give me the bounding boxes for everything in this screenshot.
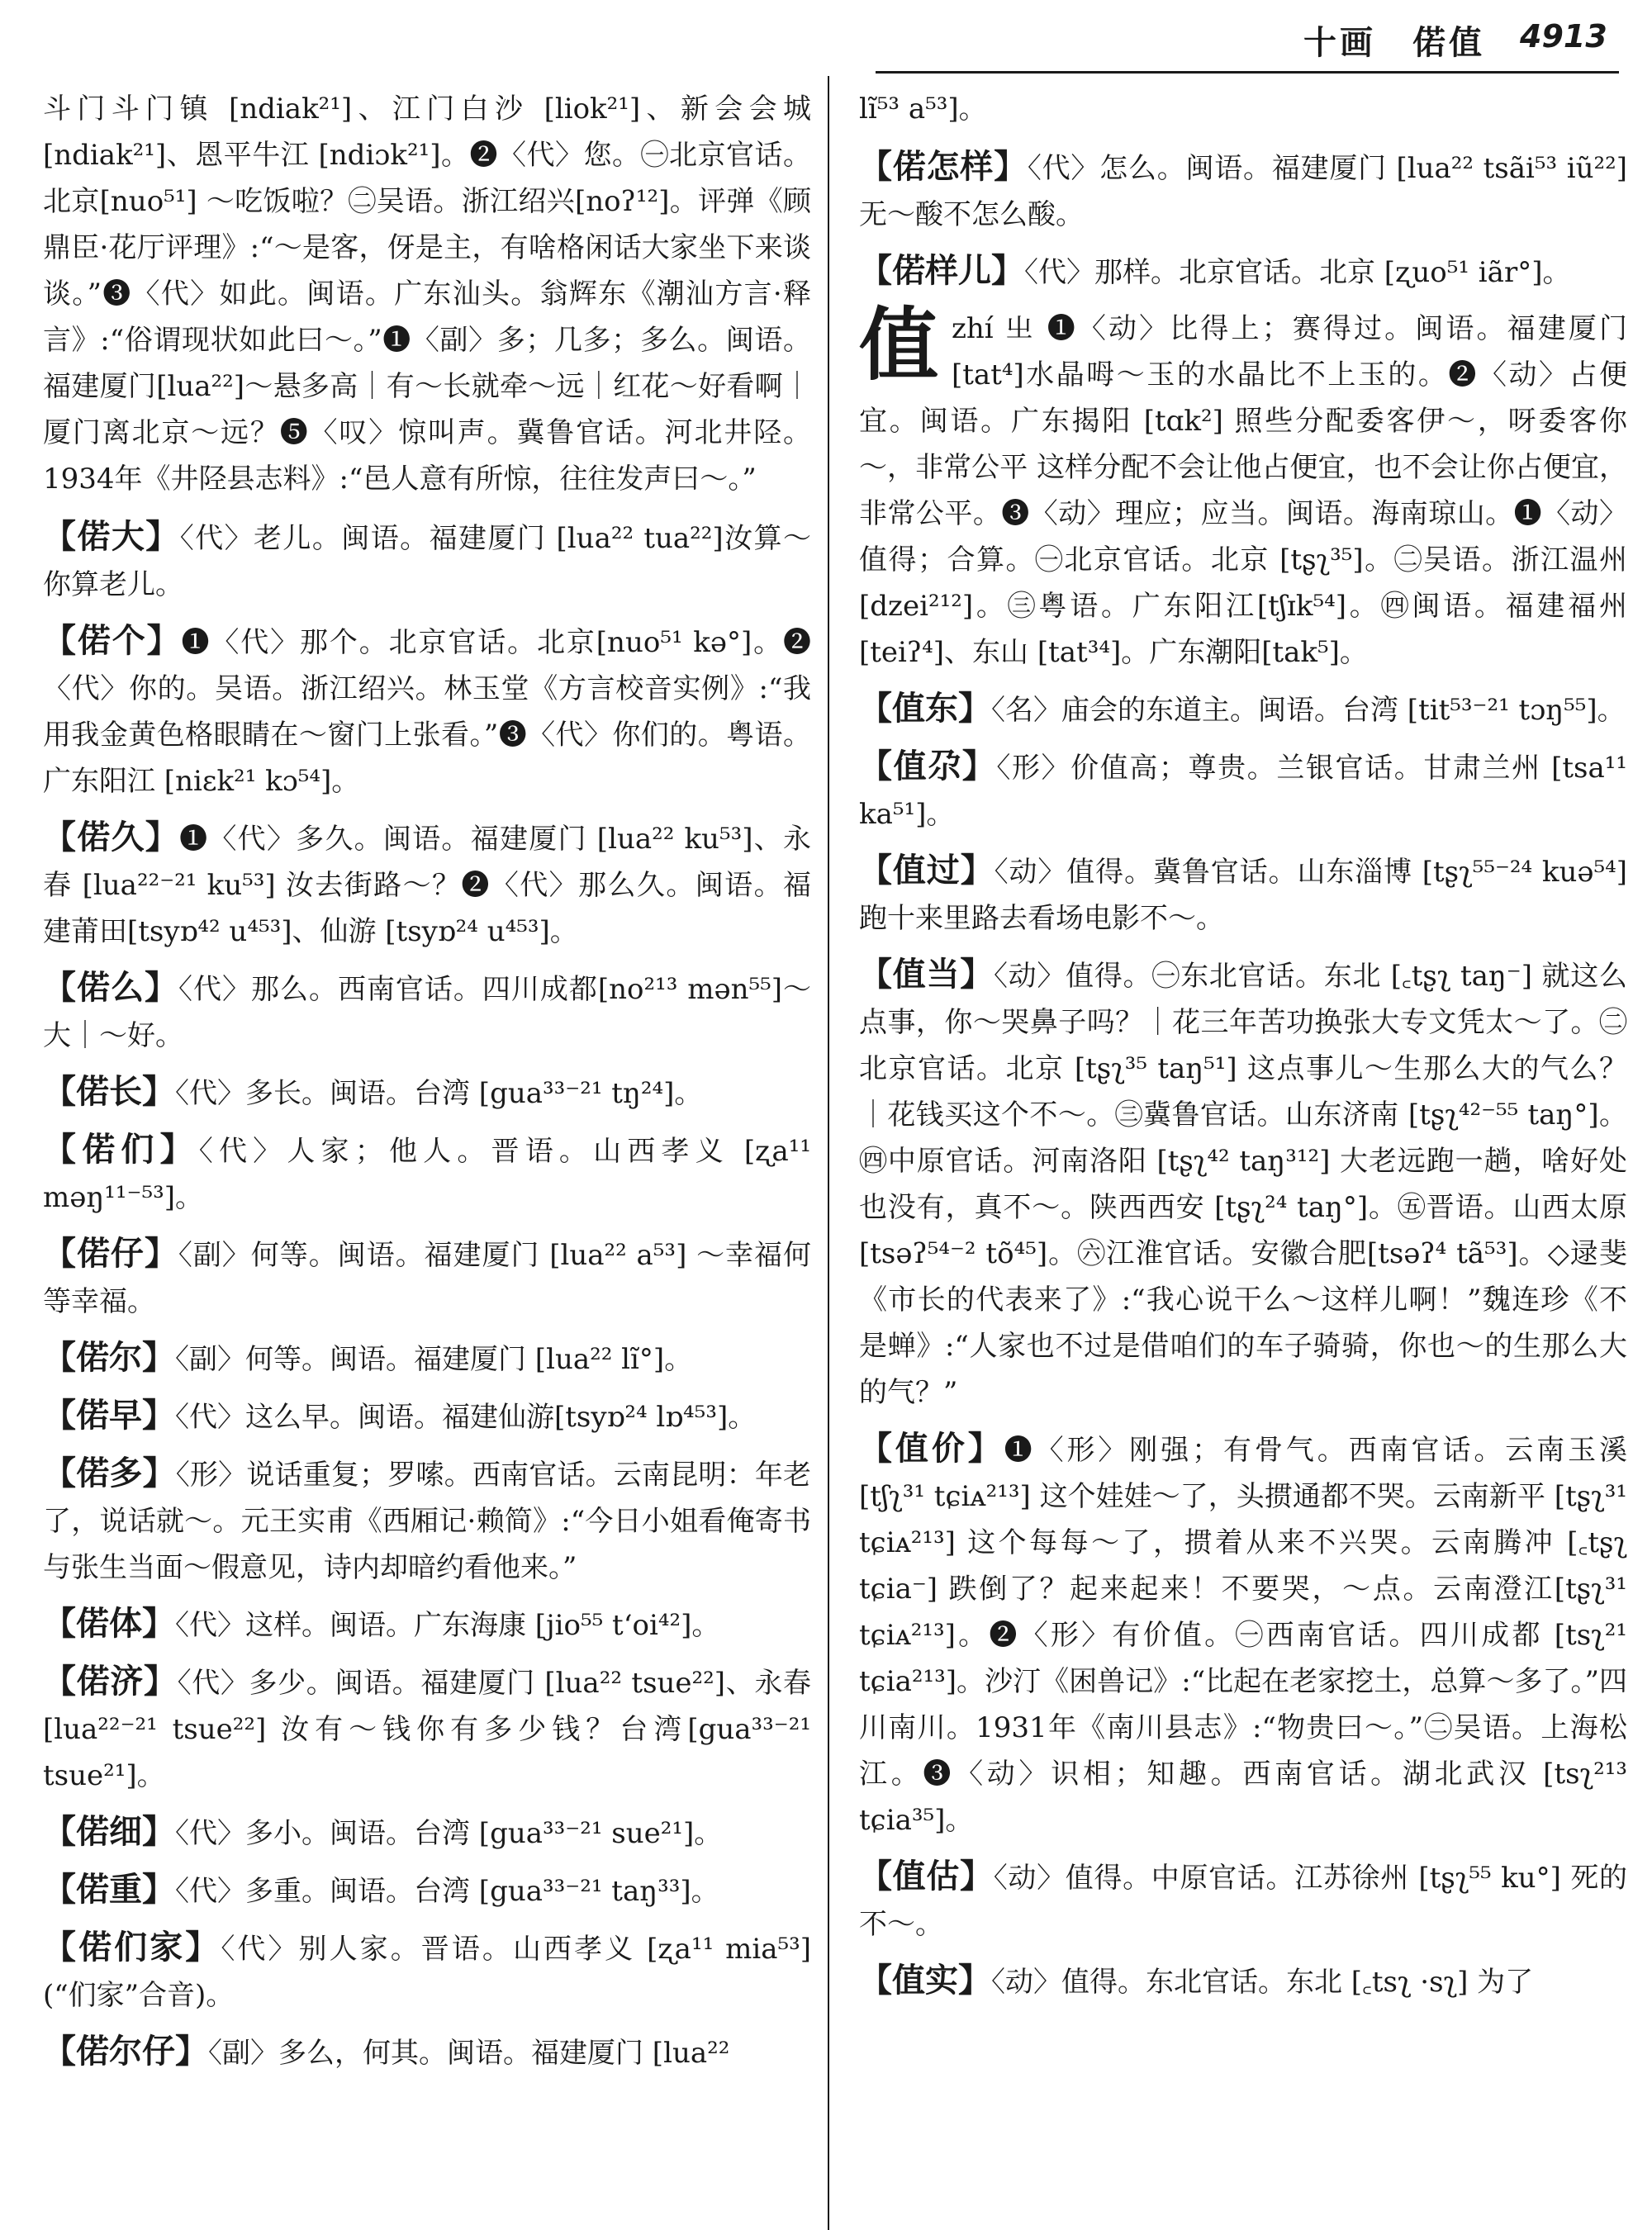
definition: 〈副〉何等。闽语。福建厦门 [lua²² a⁵³] ～幸福何等幸福。 — [43, 1239, 811, 1318]
dictionary-entry — [859, 144, 1627, 238]
dictionary-entry — [859, 686, 1627, 733]
headword: 【偌仔】 — [43, 1235, 178, 1273]
header-rule — [876, 71, 1619, 74]
definition: 〈副〉何等。闽语。福建厦门 [lua²² lĩ°]。 — [175, 1343, 693, 1376]
definition: 〈代〉人家；他人。晋语。山西孝义 [ʐa¹¹ məŋ¹¹⁻⁵³]。 — [43, 1135, 811, 1214]
definition: 〈代〉多小。闽语。台湾 [gua³³⁻²¹ sue²¹]。 — [175, 1817, 723, 1850]
headword: 【偌么】 — [43, 969, 178, 1007]
definition: ❶〈形〉刚强；有骨气。西南官话。云南玉溪 [tʃʅ³¹ tɕiᴀ²¹³] 这个娃娃～了，头掼通都不哭。云南新平 [tʂʅ³¹ tɕiᴀ²¹³] 这个每每～了，掼着从来不兴哭。云南腾冲 [꜀tʂʅ tɕia⁻] 跌倒了？起来起来！不要哭，～点。云南澄江[tʂʅ³¹ tɕiᴀ²¹³]。❷〈形〉有价值。㊀西南官话。四川成都 [tsʅ²¹ tɕia²¹³]。沙汀《困兽记》:“比起在老家挖土，总算～多了。”四川南川。1931年《南川县志》:“物贵曰～。”㊁吴语。上海松江。❸〈动〉识相；知趣。西南官话。湖北武汉 [tsʅ²¹³ tɕia³⁵]。 — [859, 1434, 1627, 1837]
head-character: 值 — [859, 299, 938, 391]
dictionary-entry — [43, 1450, 811, 1591]
headword: 【偌济】 — [43, 1663, 178, 1701]
definition: 〈动〉值得。冀鲁官话。山东淄博 [tʂʅ⁵⁵⁻²⁴ kuə⁵⁴] 跑十来里路去看场电影不～。 — [859, 856, 1627, 935]
dictionary-entry — [43, 1231, 811, 1325]
headword: 【偌们】 — [43, 1131, 199, 1169]
dictionary-entry — [43, 1809, 811, 1857]
headword: 【偌长】 — [43, 1073, 175, 1111]
running-head: 十画 偌值 — [1303, 23, 1485, 62]
definition: 〈动〉值得。中原官话。江苏徐州 [tʂʅ⁵⁵ ku°] 死的不～。 — [859, 1862, 1627, 1941]
headword: 【偌多】 — [43, 1454, 176, 1492]
left-column — [43, 86, 811, 2225]
headword: 【偌怎样】 — [859, 148, 1028, 186]
headword: 【偌细】 — [43, 1813, 175, 1851]
dictionary-entry — [859, 1853, 1627, 1948]
definition: 〈形〉说话重复；罗嗦。西南官话。云南昆明：年老了，说话就～。元王实甫《西厢记·赖简》:“今日小姐看俺寄书与张生当面～假意见，诗内却暗约看他来。” — [43, 1459, 811, 1584]
dictionary-entry — [859, 1426, 1627, 1843]
continued-entry-text: 斗门斗门镇 [ndiak²¹]、江门白沙 [liok²¹]、新会会城 [ndiak²¹]、恩平牛江 [ndiɔk²¹]。❷〈代〉您。㊀北京官话。北京[nuo⁵¹] ～吃饭啦？㊁吴语。浙江绍兴[noʔ¹²]。评弹《顾鼎臣·花厅评理》:“～是客，伢是主，有啥格闲话大家坐下来谈谈。”❸〈代〉如此。闽语。广东汕头。翁辉东《潮汕方言·释言》:“俗谓现状如此曰～。”❶〈副〉多；几多；多么。闽语。福建厦门[lua²²]～悬多高｜有～长就牵～远｜红花～好看啊｜厦门离北京～远？❺〈叹〉惊叫声。冀鲁官话。河北井陉。1934年《井陉县志料》:“邑人意有所惊，往往发声曰～。” — [43, 93, 811, 496]
head-character-definition: ❶〈动〉比得上；赛得过。闽语。福建厦门[tat⁴]水晶呣～玉的水晶比不上玉的。❷〈动〉占便宜。闽语。广东揭阳 [tɑk²] 照些分配委客伊～，呀委客你～，非常公平 这样分配不会让他占便宜，也不会让你占便宜，非常公平。❸〈动〉理应；应当。闽语。海南琼山。❶〈动〉值得；合算。㊀北京官话。北京 [tʂʅ³⁵]。㊁吴语。浙江温州[dzei²¹²]。㊂粤语。广东阳江[tʃɪk⁵⁴]。㊃闽语。福建福州 [teiʔ⁴]、东山 [tat³⁴]。广东潮阳[tak⁵]。 — [859, 312, 1627, 669]
dictionary-entry — [859, 1957, 1627, 2005]
headword: 【偌尔】 — [43, 1339, 175, 1377]
headword: 【值实】 — [859, 1962, 991, 2000]
page-number: 4913 — [1520, 18, 1607, 55]
definition: 〈代〉这样。闽语。广东海康 [jio⁵⁵ t‘oi⁴²]。 — [175, 1609, 720, 1642]
definition: 〈代〉多少。闽语。福建厦门 [lua²² tsue²²]、永春 [lua²²⁻²¹ tsue²²] 汝有～钱你有多少钱？台湾[gua³³⁻²¹ tsue²¹]。 — [43, 1667, 811, 1792]
dictionary-entry — [43, 1069, 811, 1117]
dictionary-entry — [43, 1658, 811, 1799]
headword: 【值过】 — [859, 852, 995, 890]
dictionary-entry — [859, 743, 1627, 837]
definition: 〈代〉那样。北京官话。北京 [ʐuo⁵¹ iãr°]。 — [1024, 256, 1571, 289]
definition: 〈代〉怎么。闽语。福建厦门 [lua²² tsãi⁵³ iũ²²] 无～酸不怎么酸。 — [859, 152, 1627, 231]
headword: 【偌尔仔】 — [43, 2033, 208, 2071]
headword: 【值东】 — [859, 690, 991, 728]
definition: 〈动〉值得。㊀东北官话。东北 [꜀tʂʅ taŋ⁻] 就这么点事，你～哭鼻子吗？｜花三年苦功换张大专文凭太～了。㊁北京官话。北京 [tʂʅ³⁵ taŋ⁵¹] 这点事儿～生那么大的气么？｜花钱买这个不～。㊂冀鲁官话。山东济南 [tʂʅ⁴²⁻⁵⁵ taŋ°]。㊃中原官话。河南洛阳 [tʂʅ⁴² taŋ³¹²] 大老远跑一趟，啥好处也没有，真不～。陕西西安 [tʂʅ²⁴ taŋ°]。㊄晋语。山西太原[tsəʔ⁵⁴⁻² tõ⁴⁵]。㊅江淮官话。安徽合肥[tsəʔ⁴ tã⁵³]。◇逯斐《市长的代表来了》:“我心说干么～这样儿啊！”魏连珍《不是蝉》:“人家也不过是借咱们的车子骑骑，你也～的生那么大的气？” — [859, 960, 1627, 1409]
headword: 【偌早】 — [43, 1397, 175, 1435]
dictionary-entry — [43, 618, 811, 804]
dictionary-entry — [859, 248, 1627, 296]
character-entry — [859, 299, 1627, 676]
dictionary-entry — [43, 2028, 811, 2076]
dictionary-entry — [43, 1335, 811, 1383]
headword: 【偌大】 — [43, 518, 180, 556]
headword: 【偌久】 — [43, 818, 180, 856]
definition: ❶〈代〉那个。北京官话。北京[nuo⁵¹ kə°]。❷〈代〉你的。吴语。浙江绍兴。林玉堂《方言校音实例》:“我用我金黄色格眼睛在～窗门上张看。”❸〈代〉你们的。粤语。广东阳江 [niɛk²¹ kɔ⁵⁴]。 — [43, 626, 811, 798]
definition: 〈代〉多重。闽语。台湾 [gua³³⁻²¹ taŋ³³]。 — [175, 1875, 719, 1908]
column-divider — [828, 76, 829, 2230]
head-character-pinyin: zhí 㞢 — [952, 312, 1036, 345]
definition: ❶〈代〉多久。闽语。福建厦门 [lua²² ku⁵³]、永春 [lua²²⁻²¹ ku⁵³] 汝去街路～？❷〈代〉那么久。闽语。福建莆田[tsyɒ⁴² u⁴⁵³]、仙游 [tsyɒ²⁴ u⁴⁵³]。 — [43, 823, 811, 948]
dictionary-entry — [859, 847, 1627, 942]
dictionary-entry — [43, 965, 811, 1059]
definition: 〈代〉别人家。晋语。山西孝义 [ʐa¹¹ mia⁵³](“们家”合音)。 — [43, 1933, 811, 2012]
headword: 【值尕】 — [859, 747, 997, 785]
page-header — [0, 0, 1652, 76]
dictionary-entry — [43, 514, 811, 608]
dictionary-entry — [43, 1127, 811, 1221]
headword: 【偌重】 — [43, 1871, 175, 1909]
dictionary-entry — [43, 1924, 811, 2019]
headword: 【偌个】 — [43, 622, 182, 660]
headword: 【偌们家】 — [43, 1929, 221, 1967]
definition: 〈名〉庙会的东道主。闽语。台湾 [tit⁵³⁻²¹ tɔŋ⁵⁵]。 — [991, 694, 1626, 727]
headword: 【值估】 — [859, 1858, 994, 1896]
definition: 〈代〉这么早。闽语。福建仙游[tsyɒ²⁴ lɒ⁴⁵³]。 — [175, 1401, 757, 1434]
headword: 【值价】 — [859, 1430, 1004, 1468]
right-column — [859, 86, 1627, 2225]
definition: 〈代〉多长。闽语。台湾 [gua³³⁻²¹ tŋ²⁴]。 — [175, 1077, 703, 1110]
dictionary-entry — [43, 1601, 811, 1649]
headword: 【偌样儿】 — [859, 252, 1024, 290]
headword: 【值当】 — [859, 956, 994, 994]
continued-entry-text: lĩ⁵³ a⁵³]。 — [859, 93, 987, 126]
definition: 〈代〉老儿。闽语。福建厦门 [lua²² tua²²]汝算～你算老儿。 — [43, 522, 811, 601]
definition: 〈副〉多么，何其。闽语。福建厦门 [lua²² — [208, 2037, 730, 2070]
dictionary-entry — [43, 1867, 811, 1914]
dictionary-entry — [43, 814, 811, 955]
definition: 〈代〉那么。西南官话。四川成都[no²¹³ mən⁵⁵]～大｜～好。 — [43, 973, 811, 1052]
headword: 【偌体】 — [43, 1605, 175, 1643]
definition: 〈形〉价值高；尊贵。兰银官话。甘肃兰州 [tsa¹¹ ka⁵¹]。 — [859, 752, 1627, 831]
dictionary-entry — [859, 951, 1627, 1416]
definition: 〈动〉值得。东北官话。东北 [꜀tsʅ ·sʅ] 为了 — [991, 1966, 1534, 1999]
dictionary-entry — [43, 1393, 811, 1440]
